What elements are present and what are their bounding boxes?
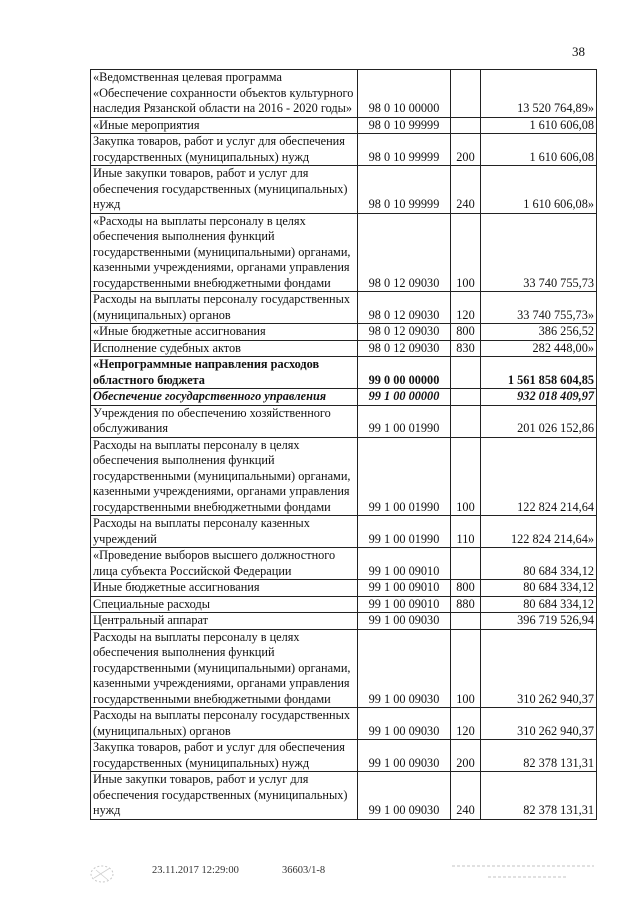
row-name-cell: Специальные расходы bbox=[91, 596, 358, 613]
row-kind-cell: 240 bbox=[451, 772, 481, 820]
table-row bbox=[91, 117, 597, 134]
row-kind-cell bbox=[451, 117, 481, 134]
row-kind-cell bbox=[451, 405, 481, 437]
row-code-cell: 99 1 00 09030 bbox=[358, 708, 451, 740]
row-amount-cell: 33 740 755,73» bbox=[481, 292, 597, 324]
table-row bbox=[91, 740, 597, 772]
row-code-cell: 99 1 00 09010 bbox=[358, 580, 451, 597]
row-name-cell: Закупка товаров, работ и услуг для обеспечения государственных (муниципальных) нужд bbox=[91, 134, 358, 166]
row-kind-cell: 800 bbox=[451, 324, 481, 341]
row-kind-cell: 240 bbox=[451, 166, 481, 214]
row-code-cell: 99 1 00 09010 bbox=[358, 548, 451, 580]
row-code-cell: 98 0 12 09030 bbox=[358, 340, 451, 357]
row-amount-cell: 80 684 334,12 bbox=[481, 548, 597, 580]
row-name-cell: «Ведомственная целевая программа «Обеспечение сохранности объектов культурного наследия Рязанской области на 2016 - 2020 годы» bbox=[91, 70, 358, 118]
row-name-cell: Иные закупки товаров, работ и услуг для обеспечения государственных (муниципальных) нужд bbox=[91, 772, 358, 820]
row-code-cell: 99 1 00 09030 bbox=[358, 772, 451, 820]
row-code-cell: 98 0 10 99999 bbox=[358, 166, 451, 214]
table-row bbox=[91, 405, 597, 437]
page-number: 38 bbox=[572, 44, 585, 59]
table-row bbox=[91, 596, 597, 613]
row-name-cell: Иные бюджетные ассигнования bbox=[91, 580, 358, 597]
table-row bbox=[91, 70, 597, 118]
row-amount-cell: 386 256,52 bbox=[481, 324, 597, 341]
row-amount-cell: 80 684 334,12 bbox=[481, 596, 597, 613]
row-name-cell: Центральный аппарат bbox=[91, 613, 358, 630]
table-row bbox=[91, 389, 597, 406]
row-name-cell: Обеспечение государственного управления bbox=[91, 389, 358, 406]
row-code-cell: 99 1 00 01990 bbox=[358, 437, 451, 516]
row-kind-cell: 110 bbox=[451, 516, 481, 548]
table-row bbox=[91, 580, 597, 597]
row-kind-cell: 120 bbox=[451, 292, 481, 324]
table-row bbox=[91, 340, 597, 357]
row-amount-cell: 122 824 214,64 bbox=[481, 437, 597, 516]
row-amount-cell: 310 262 940,37 bbox=[481, 629, 597, 708]
row-kind-cell bbox=[451, 548, 481, 580]
footer-date: 23.11.2017 12:29:00 bbox=[152, 865, 239, 876]
row-name-cell: «Иные бюджетные ассигнования bbox=[91, 324, 358, 341]
row-amount-cell: 1 561 858 604,85 bbox=[481, 357, 597, 389]
row-kind-cell: 200 bbox=[451, 134, 481, 166]
row-code-cell: 99 1 00 09030 bbox=[358, 629, 451, 708]
row-kind-cell: 880 bbox=[451, 596, 481, 613]
row-name-cell: Расходы на выплаты персоналу государственных (муниципальных) органов bbox=[91, 708, 358, 740]
table-row bbox=[91, 437, 597, 516]
stamp-logo-icon bbox=[88, 858, 128, 886]
row-code-cell: 98 0 12 09030 bbox=[358, 324, 451, 341]
footer-doc-number: 36603/1-8 bbox=[282, 865, 326, 876]
table-row bbox=[91, 324, 597, 341]
table-row bbox=[91, 548, 597, 580]
row-kind-cell: 200 bbox=[451, 740, 481, 772]
table-row bbox=[91, 772, 597, 820]
row-name-cell: «Иные мероприятия bbox=[91, 117, 358, 134]
table-row bbox=[91, 629, 597, 708]
row-code-cell: 98 0 10 99999 bbox=[358, 134, 451, 166]
row-code-cell: 98 0 12 09030 bbox=[358, 292, 451, 324]
row-name-cell: Расходы на выплаты персоналу в целях обеспечения выполнения функций государственными (муниципальными) органами, казенными учреждениями, органами управления государственными внебюджетными фондами bbox=[91, 437, 358, 516]
row-code-cell: 99 1 00 00000 bbox=[358, 389, 451, 406]
table-row bbox=[91, 166, 597, 214]
row-amount-cell: 310 262 940,37 bbox=[481, 708, 597, 740]
row-name-cell: Исполнение судебных актов bbox=[91, 340, 358, 357]
row-code-cell: 98 0 12 09030 bbox=[358, 213, 451, 292]
row-code-cell: 99 0 00 00000 bbox=[358, 357, 451, 389]
row-kind-cell: 120 bbox=[451, 708, 481, 740]
row-kind-cell bbox=[451, 70, 481, 118]
row-name-cell: Расходы на выплаты персоналу казенных учреждений bbox=[91, 516, 358, 548]
row-name-cell: Закупка товаров, работ и услуг для обеспечения государственных (муниципальных) нужд bbox=[91, 740, 358, 772]
row-amount-cell: 396 719 526,94 bbox=[481, 613, 597, 630]
row-kind-cell: 100 bbox=[451, 437, 481, 516]
row-amount-cell: 1 610 606,08 bbox=[481, 134, 597, 166]
table-row bbox=[91, 516, 597, 548]
row-code-cell: 99 1 00 09030 bbox=[358, 613, 451, 630]
row-name-cell: «Непрограммные направления расходов областного бюджета bbox=[91, 357, 358, 389]
row-code-cell: 99 1 00 01990 bbox=[358, 405, 451, 437]
row-name-cell: Учреждения по обеспечению хозяйственного обслуживания bbox=[91, 405, 358, 437]
budget-table-body bbox=[91, 70, 597, 820]
row-amount-cell: 1 610 606,08» bbox=[481, 166, 597, 214]
row-amount-cell: 33 740 755,73 bbox=[481, 213, 597, 292]
row-code-cell: 99 1 00 09030 bbox=[358, 740, 451, 772]
row-name-cell: Расходы на выплаты персоналу в целях обеспечения выполнения функций государственными (муниципальными) органами, казенными учреждениями, органами управления государственными внебюджетными фондами bbox=[91, 629, 358, 708]
row-name-cell: Иные закупки товаров, работ и услуг для обеспечения государственных (муниципальных) нужд bbox=[91, 166, 358, 214]
table-row bbox=[91, 134, 597, 166]
row-amount-cell: 1 610 606,08 bbox=[481, 117, 597, 134]
row-code-cell: 98 0 10 99999 bbox=[358, 117, 451, 134]
table-row bbox=[91, 613, 597, 630]
faded-stamp-icon bbox=[448, 858, 598, 884]
row-kind-cell: 100 bbox=[451, 629, 481, 708]
row-kind-cell: 830 bbox=[451, 340, 481, 357]
row-amount-cell: 201 026 152,86 bbox=[481, 405, 597, 437]
table-row bbox=[91, 357, 597, 389]
row-amount-cell: 282 448,00» bbox=[481, 340, 597, 357]
row-kind-cell: 800 bbox=[451, 580, 481, 597]
row-amount-cell: 82 378 131,31 bbox=[481, 740, 597, 772]
row-name-cell: Расходы на выплаты персоналу государственных (муниципальных) органов bbox=[91, 292, 358, 324]
table-row bbox=[91, 213, 597, 292]
row-kind-cell bbox=[451, 357, 481, 389]
row-code-cell: 99 1 00 09010 bbox=[358, 596, 451, 613]
row-amount-cell: 80 684 334,12 bbox=[481, 580, 597, 597]
table-row bbox=[91, 292, 597, 324]
row-kind-cell bbox=[451, 613, 481, 630]
row-amount-cell: 932 018 409,97 bbox=[481, 389, 597, 406]
row-name-cell: «Расходы на выплаты персоналу в целях обеспечения выполнения функций государственными (муниципальными) органами, казенными учреждениями, органами управления государственными внебюджетными фондами bbox=[91, 213, 358, 292]
row-code-cell: 98 0 10 00000 bbox=[358, 70, 451, 118]
budget-table bbox=[90, 69, 597, 820]
table-row bbox=[91, 708, 597, 740]
row-amount-cell: 82 378 131,31 bbox=[481, 772, 597, 820]
row-kind-cell: 100 bbox=[451, 213, 481, 292]
row-amount-cell: 13 520 764,89» bbox=[481, 70, 597, 118]
row-amount-cell: 122 824 214,64» bbox=[481, 516, 597, 548]
row-code-cell: 99 1 00 01990 bbox=[358, 516, 451, 548]
row-name-cell: «Проведение выборов высшего должностного лица субъекта Российской Федерации bbox=[91, 548, 358, 580]
row-kind-cell bbox=[451, 389, 481, 406]
